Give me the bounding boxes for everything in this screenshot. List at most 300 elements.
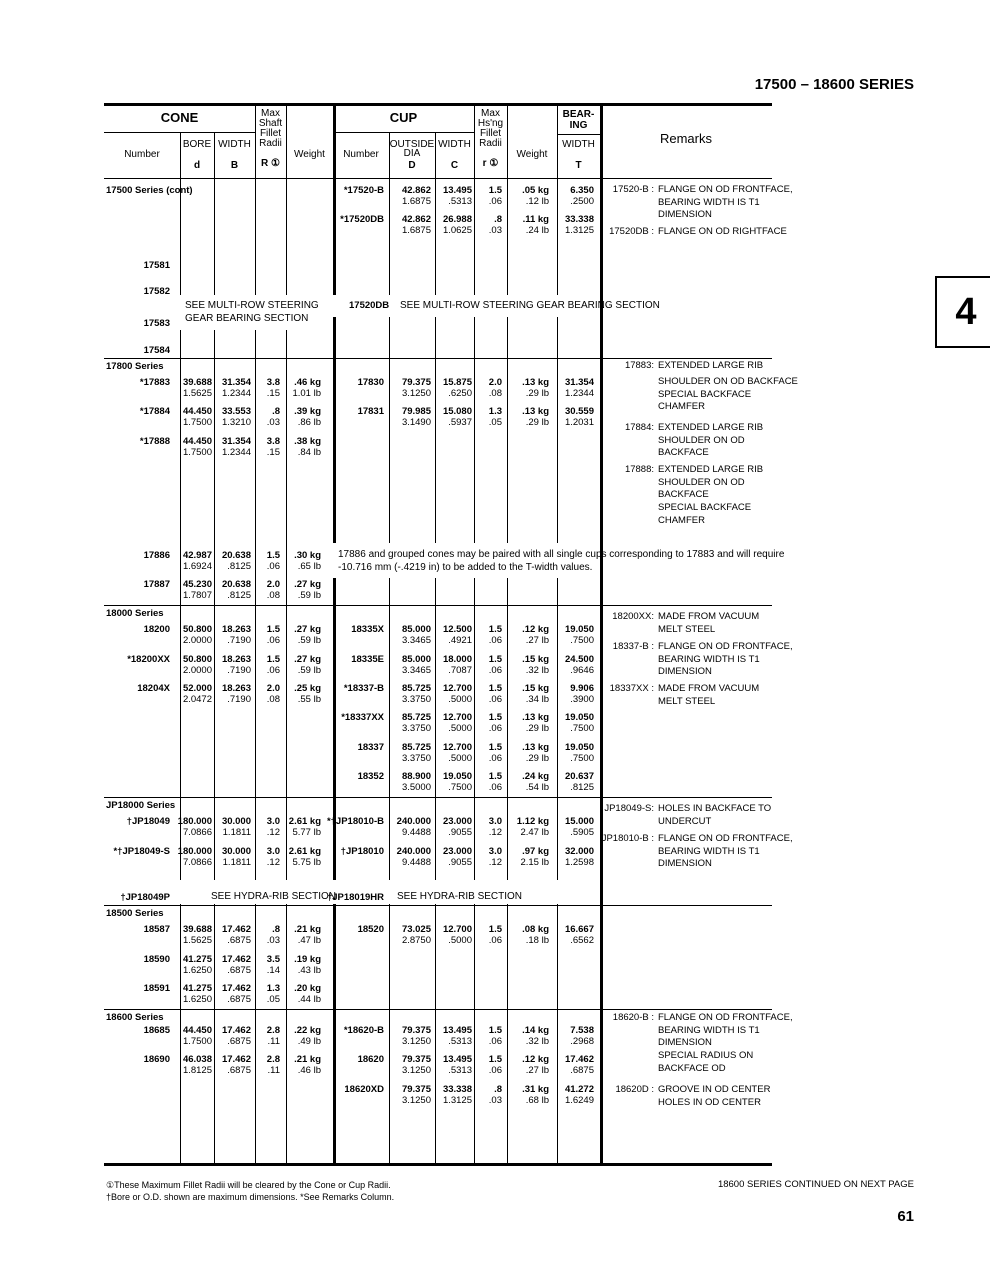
housing-radius-inch: .06 xyxy=(488,665,502,676)
cup-width-inch: .5000 xyxy=(448,935,472,946)
housing-radius-metric: 1.5 xyxy=(488,1054,502,1065)
bore-heading: BORE xyxy=(182,139,212,150)
cone-number: 18690 xyxy=(143,1054,170,1065)
cone-number: 17886 xyxy=(143,550,170,561)
cone-width-inch: .8125 xyxy=(227,561,251,572)
span-note: 17520DB xyxy=(349,300,390,311)
cone-width-metric: 31.354 xyxy=(221,377,251,388)
column-rule xyxy=(180,330,181,880)
bore-metric: 44.450 xyxy=(182,406,212,417)
cone-weight-inch: 5.77 lb xyxy=(292,827,321,838)
column-rule xyxy=(180,132,181,178)
shaft-radius-inch: .11 xyxy=(267,1065,280,1076)
column-rule xyxy=(435,178,436,295)
bearing-width-inch: .7500 xyxy=(570,635,594,646)
bearing-header-rule xyxy=(557,134,600,135)
housing-radius-inch: .03 xyxy=(488,1095,502,1106)
bearing-width-inch: .6875 xyxy=(570,1065,594,1076)
span-note: SEE MULTI-ROW STEERING GEAR BEARING SECTION xyxy=(400,300,660,311)
cone-weight-metric: .27 kg xyxy=(294,624,321,635)
shaft-radius-metric: 2.0 xyxy=(266,579,280,590)
remark-text: HOLES IN BACKFACE TO xyxy=(658,803,772,814)
shaft-radius-inch: .08 xyxy=(266,590,280,601)
cone-width-metric: 17.462 xyxy=(221,1054,251,1065)
cup-weight-inch: 2.15 lb xyxy=(520,857,549,868)
shaft-radius-metric: 3.5 xyxy=(266,954,280,965)
bearing-width-metric: 33.338 xyxy=(564,214,594,225)
bearing-width-metric: 15.000 xyxy=(564,816,594,827)
outside-dia-metric: 42.862 xyxy=(401,214,431,225)
bore-inch: 1.6924 xyxy=(182,561,212,572)
bore-metric: 44.450 xyxy=(182,1025,212,1036)
cup-weight-metric: .31 kg xyxy=(522,1084,549,1095)
outside-dia-metric: 73.025 xyxy=(401,924,431,935)
remark-text: HOLES IN OD CENTER xyxy=(658,1096,761,1108)
cone-weight-metric: .25 kg xyxy=(294,683,321,694)
cup-width-inch: .5000 xyxy=(448,723,472,734)
cup-width-metric: 26.988 xyxy=(442,214,472,225)
max-shaft-heading: Max xyxy=(261,108,280,119)
remark-key: 17520DB : xyxy=(609,226,654,237)
cup-number-heading: Number xyxy=(343,149,379,160)
bore-metric: 180.000 xyxy=(177,846,212,857)
remark-text: BACKFACE xyxy=(658,489,709,501)
cone-number: 17583 xyxy=(143,318,170,329)
cone-width-inch: .6875 xyxy=(227,965,251,976)
outside-dia-metric: 79.985 xyxy=(401,406,431,417)
cone-weight-metric: .39 kg xyxy=(294,406,321,417)
housing-radius-inch: .06 xyxy=(488,753,502,764)
cup-width-inch: .6250 xyxy=(448,388,472,399)
remark-text: MADE FROM VACUUM xyxy=(658,683,760,694)
table-top-rule xyxy=(104,103,772,106)
housing-radius-metric: 1.5 xyxy=(488,683,502,694)
bearing-width-metric: 31.354 xyxy=(564,377,594,388)
outside-dia-inch: 3.1250 xyxy=(401,1036,431,1047)
cup-width-metric: 12.500 xyxy=(442,624,472,635)
bore-metric: 50.800 xyxy=(182,624,212,635)
cone-weight-inch: 5.75 lb xyxy=(292,857,321,868)
column-rule xyxy=(557,578,558,880)
column-rule xyxy=(435,132,436,178)
bearing-width-metric: 32.000 xyxy=(564,846,594,857)
column-rule xyxy=(389,578,390,880)
outside-dia-inch: 3.1490 xyxy=(401,417,431,428)
outside-dia-metric: 85.725 xyxy=(401,742,431,753)
housing-radius-inch: .06 xyxy=(488,694,502,705)
cup-number: 18620 xyxy=(357,1054,384,1065)
remark-text: BACKFACE xyxy=(658,447,709,459)
cone-width-inch: 1.1811 xyxy=(222,857,251,868)
cone-number: 18204X xyxy=(137,683,170,694)
housing-radius-metric: 2.0 xyxy=(488,377,502,388)
bore-metric: 41.275 xyxy=(182,954,212,965)
outside-dia-inch: 3.3465 xyxy=(401,665,431,676)
outside-dia-heading: DIA xyxy=(403,148,421,159)
cone-weight-inch: .46 lb xyxy=(297,1065,321,1076)
sep-17800 xyxy=(104,358,772,359)
cone-width-inch: 1.1811 xyxy=(222,827,251,838)
cone-width-metric: 20.638 xyxy=(221,550,251,561)
shaft-radius-metric: 3.0 xyxy=(266,816,280,827)
bearing-width-metric: 41.272 xyxy=(564,1084,594,1095)
column-rule xyxy=(389,904,390,1163)
bearing-width-inch: .8125 xyxy=(570,782,594,793)
outside-dia-inch: 3.1250 xyxy=(401,1065,431,1076)
bearing-width-symbol: T xyxy=(575,160,582,171)
cup-width-inch: .7087 xyxy=(448,665,472,676)
cone-number: †JP18049P xyxy=(120,892,170,903)
outside-dia-metric: 85.725 xyxy=(401,712,431,723)
cup-number: 18335X xyxy=(351,624,384,635)
series-heading: 18500 Series xyxy=(106,908,164,919)
cone-weight-metric: .27 kg xyxy=(294,654,321,665)
cup-number: *17520DB xyxy=(340,214,384,225)
bearing-width-inch: .7500 xyxy=(570,753,594,764)
bearing-width-inch: 1.6249 xyxy=(564,1095,594,1106)
remark-text: BEARING WIDTH IS T1 xyxy=(658,1024,760,1036)
remark-text: SHOULDER ON OD xyxy=(658,476,745,488)
bore-symbol: d xyxy=(193,160,201,171)
outside-dia-metric: 85.000 xyxy=(401,654,431,665)
bearing-width-inch: .5905 xyxy=(570,827,594,838)
cone-weight-inch: .59 lb xyxy=(297,590,321,601)
cone-weight-metric: .22 kg xyxy=(294,1025,321,1036)
page-title: 17500 – 18600 SERIES xyxy=(754,76,914,93)
bore-inch: 1.8125 xyxy=(182,1065,212,1076)
shaft-radius-symbol: R ① xyxy=(261,158,280,169)
cup-width-inch: .5000 xyxy=(448,753,472,764)
cone-weight-inch: .59 lb xyxy=(297,665,321,676)
remark-key: 17888: xyxy=(624,464,654,475)
cup-weight-inch: 2.47 lb xyxy=(520,827,549,838)
shaft-radius-metric: .8 xyxy=(272,406,280,417)
remark-text: SPECIAL BACKFACE xyxy=(658,502,752,514)
span-note: SEE HYDRA-RIB SECTION xyxy=(211,891,337,902)
housing-radius-inch: .03 xyxy=(488,225,502,236)
cup-weight-metric: .13 kg xyxy=(522,742,549,753)
cone-width-inch: .6875 xyxy=(227,994,251,1005)
shaft-radius-metric: 2.8 xyxy=(266,1054,280,1065)
outside-dia-metric: 79.375 xyxy=(401,377,431,388)
housing-radius-metric: 1.5 xyxy=(488,924,502,935)
bearing-width-metric: 9.906 xyxy=(570,683,594,694)
cone-width-metric: 17.462 xyxy=(221,924,251,935)
cone-width-inch: .6875 xyxy=(227,1065,251,1076)
cup-width-heading: WIDTH xyxy=(438,139,471,150)
remark-text: EXTENDED LARGE RIB xyxy=(658,360,764,371)
housing-radius-metric: 1.5 xyxy=(488,712,502,723)
bore-metric: 45.230 xyxy=(182,579,212,590)
cup-weight-metric: .14 kg xyxy=(522,1025,549,1036)
cup-weight-inch: .24 lb xyxy=(525,225,549,236)
bearing-width-metric: 19.050 xyxy=(564,712,594,723)
column-rule xyxy=(286,103,287,178)
cup-width-inch: 1.3125 xyxy=(442,1095,472,1106)
bearing-width-inch: .7500 xyxy=(570,723,594,734)
cone-weight-inch: .44 lb xyxy=(297,994,321,1005)
bore-metric: 44.450 xyxy=(182,436,212,447)
cone-weight-inch: .59 lb xyxy=(297,635,321,646)
shaft-radius-metric: 2.8 xyxy=(266,1025,280,1036)
cone-width-inch: 1.2344 xyxy=(221,388,251,399)
column-rule xyxy=(255,330,256,880)
remark-text: UNDERCUT xyxy=(658,815,712,827)
bore-metric: 39.688 xyxy=(182,924,212,935)
series-heading: 17800 Series xyxy=(106,361,164,372)
column-rule xyxy=(600,178,603,1163)
column-rule xyxy=(435,317,436,543)
cup-width-symbol: C xyxy=(450,160,459,171)
bearing-width-inch: .9646 xyxy=(570,665,594,676)
cone-weight-inch: .43 lb xyxy=(297,965,321,976)
sep-18600 xyxy=(104,1009,772,1010)
cup-number: 17830 xyxy=(357,377,384,388)
cup-width-inch: .9055 xyxy=(448,827,472,838)
bore-metric: 52.000 xyxy=(182,683,212,694)
cone-width-inch: .7190 xyxy=(227,635,251,646)
outside-dia-inch: 1.6875 xyxy=(401,196,431,207)
remark-text: FLANGE ON OD FRONTFACE, xyxy=(658,1012,793,1023)
cup-width-inch: .5313 xyxy=(448,1065,472,1076)
series-heading: 18000 Series xyxy=(106,608,164,619)
cup-width-metric: 13.495 xyxy=(442,185,472,196)
column-rule xyxy=(286,330,287,880)
housing-radius-metric: 3.0 xyxy=(488,816,502,827)
column-rule xyxy=(474,904,475,1163)
cone-weight-inch: .84 lb xyxy=(297,447,321,458)
bearing-width-metric: 30.559 xyxy=(564,406,594,417)
cone-width-heading: WIDTH xyxy=(218,139,251,150)
cone-heading: CONE xyxy=(160,110,199,125)
housing-radius-metric: 1.3 xyxy=(488,406,502,417)
remarks-heading: Remarks xyxy=(659,131,712,146)
cup-width-metric: 23.000 xyxy=(442,846,472,857)
cone-weight-inch: .86 lb xyxy=(297,417,321,428)
cone-weight-metric: .46 kg xyxy=(294,377,321,388)
outside-dia-inch: 3.3750 xyxy=(401,753,431,764)
cone-number: 18587 xyxy=(143,924,170,935)
cup-width-metric: 13.495 xyxy=(442,1025,472,1036)
housing-radius-inch: .06 xyxy=(488,196,502,207)
column-rule xyxy=(507,178,508,295)
column-rule xyxy=(286,178,287,295)
cone-width-inch: .6875 xyxy=(227,935,251,946)
outside-dia-inch: 3.3465 xyxy=(401,635,431,646)
housing-radius-inch: .06 xyxy=(488,1065,502,1076)
remark-text: CHAMFER xyxy=(658,514,705,526)
remark-text: FLANGE ON OD RIGHTFACE xyxy=(658,226,787,237)
cup-weight-inch: .29 lb xyxy=(525,753,549,764)
column-rule xyxy=(286,904,287,1163)
housing-radius-inch: .08 xyxy=(488,388,502,399)
bearing-width-heading: WIDTH xyxy=(562,139,595,150)
cone-number: 17582 xyxy=(143,286,170,297)
cone-weight-metric: .27 kg xyxy=(294,579,321,590)
bore-inch: 1.5625 xyxy=(182,935,212,946)
cup-weight-heading: Weight xyxy=(516,149,548,160)
housing-radius-inch: .06 xyxy=(488,935,502,946)
remark-text: BEARING WIDTH IS T1 xyxy=(658,196,760,208)
bore-metric: 46.038 xyxy=(182,1054,212,1065)
cone-weight-inch: .65 lb xyxy=(297,561,321,572)
cup-number: †JP18010 xyxy=(340,846,384,857)
column-rule xyxy=(435,578,436,880)
remark-text: CHAMFER xyxy=(658,401,705,413)
bore-inch: 2.0472 xyxy=(182,694,212,705)
bearing-width-inch: .2968 xyxy=(570,1036,594,1047)
shaft-radius-inch: .06 xyxy=(266,561,280,572)
remark-text: BACKFACE OD xyxy=(658,1062,726,1074)
outside-dia-inch: 3.5000 xyxy=(401,782,431,793)
bore-metric: 39.688 xyxy=(182,377,212,388)
remark-text: SPECIAL RADIUS ON xyxy=(658,1050,754,1062)
remark-text: DIMENSION xyxy=(658,1037,712,1049)
sep-18500 xyxy=(104,905,772,906)
bearing-width-metric: 6.350 xyxy=(570,185,594,196)
sep-18000 xyxy=(104,605,772,606)
outside-dia-inch: 3.1250 xyxy=(401,388,431,399)
column-rule xyxy=(507,103,508,178)
cup-number: 18520 xyxy=(357,924,384,935)
shaft-radius-metric: 3.0 xyxy=(266,846,280,857)
width-symbol: B xyxy=(230,160,239,171)
bore-inch: 1.5625 xyxy=(182,388,212,399)
cup-number: 18335E xyxy=(351,654,384,665)
housing-radius-metric: .8 xyxy=(494,1084,502,1095)
cup-weight-inch: .32 lb xyxy=(525,665,549,676)
cone-number: 18200 xyxy=(143,624,170,635)
shaft-radius-metric: 1.5 xyxy=(266,550,280,561)
bore-metric: 50.800 xyxy=(182,654,212,665)
outside-dia-inch: 9.4488 xyxy=(401,827,431,838)
bearing-width-metric: 19.050 xyxy=(564,624,594,635)
column-rule xyxy=(474,317,475,543)
cone-weight-metric: 2.61 kg xyxy=(288,846,321,857)
bore-metric: 41.275 xyxy=(182,983,212,994)
bore-metric: 180.000 xyxy=(177,816,212,827)
shaft-radius-metric: 3.8 xyxy=(266,377,280,388)
cone-width-metric: 17.462 xyxy=(221,1025,251,1036)
cone-number: 17581 xyxy=(143,260,170,271)
cup-width-metric: 33.338 xyxy=(442,1084,472,1095)
cone-number: †JP18049 xyxy=(126,816,170,827)
cup-weight-inch: .27 lb xyxy=(525,1065,549,1076)
cone-width-metric: 18.263 xyxy=(221,654,251,665)
bearing-width-inch: .3900 xyxy=(570,694,594,705)
cup-weight-metric: .24 kg xyxy=(522,771,549,782)
remark-text: SHOULDER ON OD xyxy=(658,434,745,446)
span-note: GEAR BEARING SECTION xyxy=(185,312,309,324)
cup-width-metric: 12.700 xyxy=(442,683,472,694)
outside-dia-metric: 240.000 xyxy=(396,816,431,827)
bore-inch: 1.7500 xyxy=(182,1036,212,1047)
column-rule xyxy=(333,317,336,543)
remark-text: GROOVE IN OD CENTER xyxy=(658,1084,771,1095)
cone-number: *18200XX xyxy=(127,654,170,665)
cone-number: 17584 xyxy=(143,345,170,356)
max-hsng-heading: Max xyxy=(481,108,500,119)
housing-radius-inch: .12 xyxy=(488,857,502,868)
max-shaft-heading: Shaft xyxy=(258,118,283,129)
span-note: -10.716 mm (-.4219 in) to be added to the T-width values. xyxy=(338,561,593,573)
outside-dia-inch: 3.3750 xyxy=(401,694,431,705)
cup-width-metric: 18.000 xyxy=(442,654,472,665)
span-note: 17886 and grouped cones may be paired with all single cups corresponding to 17883 and will require xyxy=(338,549,785,560)
cup-number: *†JP18010-B xyxy=(326,816,384,827)
column-rule xyxy=(214,178,215,295)
continued-note: 18600 SERIES CONTINUED ON NEXT PAGE xyxy=(717,1179,914,1190)
outside-dia-metric: 88.900 xyxy=(401,771,431,782)
shaft-radius-inch: .15 xyxy=(266,447,280,458)
span-note: SEE HYDRA-RIB SECTION xyxy=(397,891,523,902)
housing-radius-symbol: r ① xyxy=(482,158,499,169)
cup-weight-inch: .12 lb xyxy=(525,196,549,207)
cup-number: *18337XX xyxy=(341,712,384,723)
remark-text: DIMENSION xyxy=(658,209,712,221)
bearing-heading: ING xyxy=(569,120,588,131)
bore-inch: 1.7807 xyxy=(182,590,212,601)
cup-width-inch: .9055 xyxy=(448,857,472,868)
cup-width-inch: .5000 xyxy=(448,694,472,705)
cone-width-metric: 17.462 xyxy=(221,954,251,965)
cup-width-metric: 19.050 xyxy=(442,771,472,782)
shaft-radius-inch: .12 xyxy=(266,857,280,868)
remark-key: 18337XX : xyxy=(609,683,654,694)
cup-number: *18337-B xyxy=(343,683,384,694)
housing-radius-metric: 1.5 xyxy=(488,1025,502,1036)
cone-number: *17888 xyxy=(139,436,170,447)
cone-width-inch: .8125 xyxy=(227,590,251,601)
cone-width-metric: 30.000 xyxy=(221,816,251,827)
shaft-radius-metric: .8 xyxy=(272,924,280,935)
remark-key: 17884: xyxy=(624,422,654,433)
cup-width-metric: 23.000 xyxy=(442,816,472,827)
cone-width-inch: 1.2344 xyxy=(221,447,251,458)
bearing-width-inch: 1.2598 xyxy=(564,857,594,868)
cone-weight-heading: Weight xyxy=(294,149,325,160)
outside-dia-metric: 85.725 xyxy=(401,683,431,694)
cone-weight-metric: .38 kg xyxy=(294,436,321,447)
shaft-radius-metric: 1.5 xyxy=(266,654,280,665)
cup-weight-metric: .15 kg xyxy=(522,683,549,694)
bore-inch: 7.0866 xyxy=(182,857,212,868)
cone-width-metric: 31.354 xyxy=(221,436,251,447)
column-rule xyxy=(180,904,181,1163)
cup-weight-inch: .34 lb xyxy=(525,694,549,705)
footnote-1: ①These Maximum Fillet Radii will be cleared by the Cone or Cup Radii. xyxy=(106,1180,391,1190)
remark-key: 17883: xyxy=(624,360,654,371)
column-rule xyxy=(214,132,215,178)
bore-metric: 42.987 xyxy=(182,550,212,561)
remark-text: MADE FROM VACUUM xyxy=(658,611,760,622)
remark-text: MELT STEEL xyxy=(658,695,716,707)
series-heading: JP18000 Series xyxy=(106,800,176,811)
bearing-width-inch: 1.2031 xyxy=(564,417,594,428)
housing-radius-metric: 1.5 xyxy=(488,771,502,782)
max-shaft-heading: Radii xyxy=(259,138,282,149)
remark-key: 18200XX: xyxy=(612,611,654,622)
column-rule xyxy=(214,904,215,1163)
column-rule xyxy=(557,317,558,543)
cone-number: *†JP18049-S xyxy=(113,846,170,857)
cup-number: 18620XD xyxy=(344,1084,384,1095)
outside-dia-metric: 42.862 xyxy=(401,185,431,196)
housing-radius-metric: 3.0 xyxy=(488,846,502,857)
cup-weight-metric: .08 kg xyxy=(522,924,549,935)
cup-weight-inch: .54 lb xyxy=(525,782,549,793)
outside-dia-metric: 79.375 xyxy=(401,1054,431,1065)
